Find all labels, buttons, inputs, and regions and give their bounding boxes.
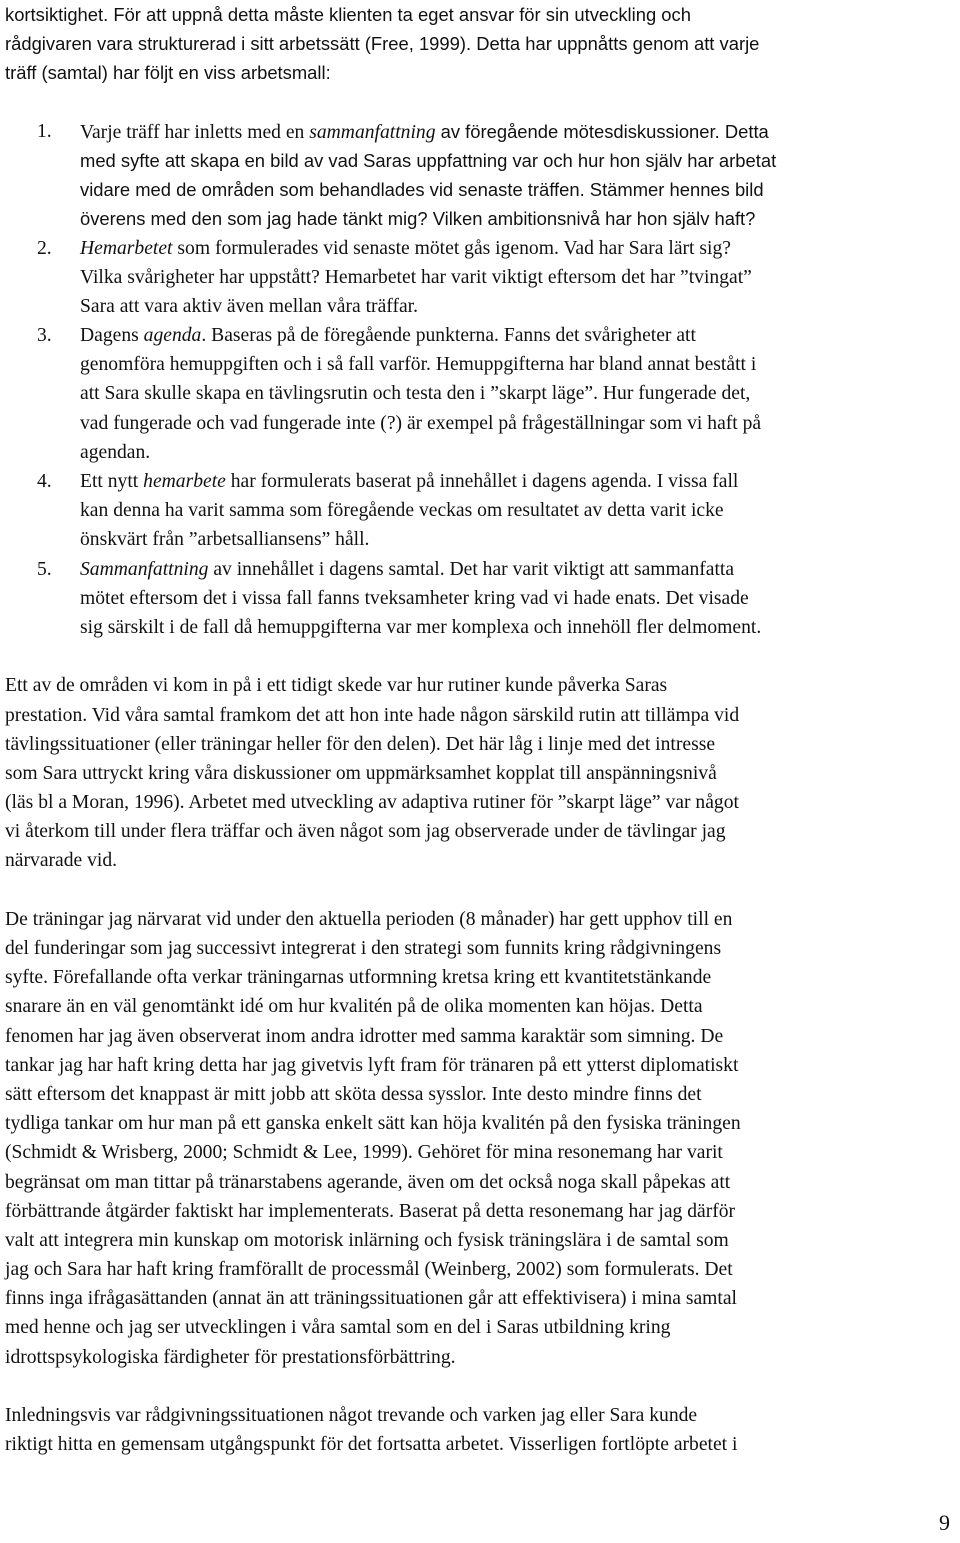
list-number: 4. (37, 471, 52, 492)
text-line: idrottspsykologiska färdigheter för prestationsförbättring. (5, 1346, 456, 1368)
text-line: Inledningsvis var rådgivningssituationen något trevande och varken jag eller Sara kunde (5, 1405, 698, 1426)
list-item-line (80, 379, 957, 408)
list-item-line (80, 525, 957, 554)
text-line: med henne och jag ser utvecklingen i våra samtal som en del i Saras utbildning kring (5, 1317, 671, 1339)
list-item (5, 234, 957, 322)
numbered-list (5, 117, 957, 642)
list-item-line (80, 117, 957, 146)
text-line: (Schmidt & Wrisberg, 2000; Schmidt & Lee, 1999). Gehöret för mina resonemang har varit (5, 1142, 723, 1164)
text-line: tankar jag har haft kring detta har jag givetvis lyft fram för tränaren på ett ytterst diplomatiskt (5, 1054, 739, 1076)
text-run: kan denna ha varit samma som föregående veckas om resultatet av detta varit icke (80, 500, 724, 522)
text-run: med syfte att skapa en bild av vad Saras uppfattning var och hur hon själv har arbetat (80, 149, 777, 171)
text-line: syfte. Förefallande ofta verkar träningarnas utformning kretsa kring ett kvantitetstänkande (5, 967, 712, 989)
text-line: som Sara uttryckt kring våra diskussioner om uppmärksamhet kopplat till anspänningsnivå (5, 762, 717, 784)
text-run: Varje träff har inletts med en (80, 121, 310, 143)
text-line: del funderingar som jag successivt integrerat i den strategi som funnits kring rådgivningens (5, 938, 722, 959)
intro-paragraph (5, 0, 957, 88)
text-run: . Baseras på de föregående punkterna. Fanns det svårigheter att (201, 325, 696, 347)
text-run: vidare med de områden som behandlades vid senaste träffen. Stämmer hennes bild (80, 179, 764, 201)
emphasized-term: hemarbete (143, 471, 226, 492)
list-item (5, 321, 957, 467)
list-item-line (80, 146, 957, 175)
list-item (5, 467, 957, 555)
page-number: 9 (939, 1510, 950, 1535)
text-line: tydliga tankar om hur man på ett ganska enkelt sätt kan höja kvalitén på den fysiska träningen (5, 1113, 741, 1135)
list-item-line (80, 321, 957, 350)
text-run: har formulerats baserat på innehållet i dagens agenda. I vissa fall (225, 471, 739, 492)
list-item (5, 117, 957, 234)
emphasized-term: Sammanfattning (80, 558, 209, 580)
text-run: Dagens (80, 325, 144, 347)
text-run: som formulerades vid senaste mötet gås igenom. Vad har Sara lärt sig? (172, 237, 731, 259)
text-run: överens med den som jag hade tänkt mig? Vilken ambitionsnivå har hon själv haft? (80, 208, 756, 230)
text-run: agendan. (80, 441, 151, 463)
text-line: sätt eftersom det knappast är mitt jobb att sköta dessa sysslor. Inte desto mindre finns det (5, 1083, 702, 1105)
text-run: vad fungerade och vad fungerade inte (?) är exempel på frågeställningar som vi haft på (80, 412, 762, 434)
body-paragraphs (5, 642, 957, 1459)
list-item-line (80, 204, 957, 233)
text-run: av innehållet i dagens samtal. Det har varit viktigt att sammanfatta (208, 558, 735, 580)
document-page (5, 0, 957, 1459)
text-line: förbättrande åtgärder faktiskt har implementerats. Baserat på detta resonemang har jag därför (5, 1200, 736, 1222)
list-item-line (80, 438, 957, 467)
list-item-line (80, 496, 957, 525)
emphasized-term: Hemarbetet (80, 237, 173, 259)
list-item-line (80, 292, 957, 321)
text-run: sig särskilt i de fall då hemuppgifterna var mer komplexa och innehöll fler delmoment. (80, 616, 762, 638)
text-run: mötet eftersom det i vissa fall fanns tveksamheter kring vad vi hade enats. Det visade (80, 587, 749, 609)
list-item-line (80, 613, 957, 642)
list-item-line (80, 175, 957, 204)
text-line: valt att integrera min kunskap om motorisk inlärning och fysisk träningslära i de samtal som (5, 1229, 729, 1251)
text-line: träff (samtal) har följt en viss arbetsmall: (5, 62, 331, 84)
text-line: riktigt hitta en gemensam utgångspunkt för det fortsatta arbetet. Visserligen fortlöpte arbetet i (5, 1434, 738, 1456)
list-item-line (80, 234, 957, 263)
paragraph (5, 1401, 957, 1459)
paragraph (5, 671, 957, 875)
list-item-line (80, 263, 957, 292)
list-number: 1. (37, 120, 52, 142)
list-number: 5. (37, 558, 52, 580)
text-line: rådgivaren vara strukturerad i sitt arbetssätt (Free, 1999). Detta har uppnåtts genom att varje (5, 33, 760, 55)
emphasized-term: agenda (143, 325, 202, 347)
text-run: av föregående mötesdiskussioner. Detta (435, 120, 769, 142)
list-number: 3. (37, 325, 52, 347)
text-line: prestation. Vid våra samtal framkom det att hon inte hade någon särskild rutin att tillämpa vid (5, 704, 740, 726)
text-line: begränsat om man tittar på tränarstabens agerande, även om det också noga skall påpekas att (5, 1171, 731, 1193)
paragraph (5, 905, 957, 1372)
text-line: jag och Sara har haft kring framförallt de processmål (Weinberg, 2002) som formulerats. Det (5, 1259, 733, 1281)
text-run: önskvärt från ”arbetsalliansens” håll. (80, 529, 370, 551)
list-item-line (80, 555, 957, 584)
text-run: genomföra hemuppgiften och i så fall varför. Hemuppgifterna har bland annat bestått i (80, 354, 757, 376)
text-line: tävlingssituationer (eller träningar heller för den delen). Det här låg i linje med det intresse (5, 733, 716, 755)
text-line: närvarade vid. (5, 850, 118, 872)
list-item (5, 555, 957, 643)
text-line: Ett av de områden vi kom in på i ett tidigt skede var hur rutiner kunde påverka Saras (5, 675, 668, 697)
text-line: vi återkom till under flera träffar och även något som jag observerade under de tävlingar jag (5, 821, 726, 843)
list-item-line (80, 409, 957, 438)
text-line: snarare än en väl genomtänkt idé om hur kvalitén på de olika momenten kan höjas. Detta (5, 996, 703, 1018)
list-item-line (80, 467, 957, 496)
list-item-line (80, 350, 957, 379)
text-line: fenomen har jag även observerat inom andra idrotter med samma karaktär som simning. De (5, 1025, 724, 1047)
text-run: att Sara skulle skapa en tävlingsrutin och testa den i ”skarpt läge”. Hur fungerade det, (80, 383, 751, 405)
list-item-line (80, 584, 957, 613)
text-run: Vilka svårigheter har uppstått? Hemarbetet har varit viktigt eftersom det har ”tvingat” (80, 266, 752, 288)
text-run: Sara att vara aktiv även mellan våra träffar. (80, 295, 419, 317)
text-line: De träningar jag närvarat vid under den aktuella perioden (8 månader) har gett upphov till en (5, 908, 733, 930)
text-run: Ett nytt (80, 471, 144, 492)
text-line: finns inga ifrågasättanden (annat än att träningssituationen går att effektivisera) i mina samtal (5, 1288, 737, 1310)
text-line: kortsiktighet. För att uppnå detta måste klienten ta eget ansvar för sin utveckling och (5, 4, 691, 25)
text-line: (läs bl a Moran, 1996). Arbetet med utveckling av adaptiva rutiner för ”skarpt läge” var något (5, 792, 739, 814)
list-number: 2. (37, 237, 52, 259)
emphasized-term: sammanfattning (309, 121, 436, 143)
